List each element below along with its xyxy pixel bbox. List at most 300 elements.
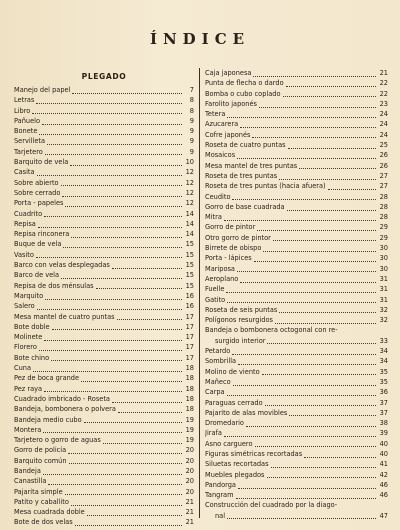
entry-title: Tarjetero — [14, 147, 43, 156]
dot-leader — [32, 107, 182, 114]
index-entry — [205, 233, 388, 243]
dot-leader — [45, 148, 182, 155]
entry-page-number: 19 — [185, 415, 194, 424]
index-entry — [14, 281, 194, 291]
dot-leader — [262, 368, 376, 375]
entry-title: Tarjetero o gorro de aguas — [14, 436, 101, 445]
entry-page-number: 47 — [379, 511, 388, 520]
entry-title: Marquito — [14, 291, 44, 300]
index-entry — [205, 99, 388, 109]
entry-title: Bandeja o bombonera octogonal con re- — [205, 326, 338, 335]
entry-title: Mitra — [205, 213, 222, 222]
dot-leader — [36, 97, 182, 104]
dot-leader — [103, 437, 182, 444]
entry-page-number: 15 — [185, 281, 194, 290]
entry-title: Gorro de base cuadrada — [205, 202, 285, 211]
dot-leader — [112, 396, 182, 403]
index-entry — [205, 264, 388, 274]
entry-title: Muebles plegados — [205, 470, 265, 479]
index-entry — [205, 181, 388, 191]
index-entry — [205, 78, 388, 88]
dot-leader — [232, 193, 376, 200]
entry-page-number: 21 — [185, 508, 194, 517]
entry-page-number: 15 — [185, 250, 194, 259]
entry-page-number: 14 — [185, 219, 194, 228]
entry-page-number: 18 — [185, 405, 194, 414]
dot-leader — [226, 286, 376, 293]
entry-title: Bomba o cubo coplado — [205, 89, 281, 98]
index-entry — [14, 435, 194, 445]
left-column — [14, 68, 194, 528]
entry-title: Siluetas recortadas — [205, 460, 269, 469]
entry-page-number: 31 — [379, 274, 388, 283]
entry-title: Jirafa — [205, 429, 222, 438]
entry-title: Pajarita simple — [14, 487, 63, 496]
dot-leader — [71, 499, 182, 506]
entry-page-number: 40 — [379, 439, 388, 448]
index-entry — [205, 212, 388, 222]
index-entry — [14, 291, 194, 301]
dot-leader — [257, 224, 376, 231]
index-entry — [205, 428, 388, 438]
index-entry — [14, 394, 194, 404]
index-entry — [205, 418, 388, 428]
index-entry — [14, 332, 194, 342]
entry-page-number: 37 — [379, 408, 388, 417]
entry-title: Montera — [14, 425, 42, 434]
entry-page-number: 9 — [189, 147, 194, 156]
entry-page-number: 23 — [379, 99, 388, 108]
index-entry — [205, 398, 388, 408]
entry-title: Salero — [14, 302, 35, 311]
entry-page-number: 46 — [379, 491, 388, 500]
dot-leader — [224, 214, 376, 221]
dot-leader — [271, 461, 376, 468]
index-entry — [14, 106, 194, 116]
dot-leader — [51, 354, 182, 361]
entry-title: Repisa rinconera — [14, 230, 70, 239]
dot-leader — [68, 447, 182, 454]
dot-leader — [232, 348, 376, 355]
entry-page-number: 20 — [185, 456, 194, 465]
entry-title: Porta - lápices — [205, 254, 252, 263]
dot-leader — [238, 482, 376, 489]
entry-page-number: 21 — [185, 518, 194, 527]
entry-title: Pañuelo — [14, 116, 41, 125]
index-entry — [14, 198, 194, 208]
entry-title: Bandeja, bombonera o polvera — [14, 405, 116, 414]
entry-title: nal — [215, 511, 226, 520]
entry-title: Fuelle — [205, 285, 225, 294]
entry-title: Gorro de policía — [14, 446, 67, 455]
index-entry — [205, 202, 388, 212]
entry-title: Birrete de obispo — [205, 244, 262, 253]
entry-title: Florero — [14, 343, 37, 352]
index-entry — [14, 95, 194, 105]
entry-title: Barquito de vela — [14, 158, 69, 167]
entry-title: Cuadrito — [14, 209, 43, 218]
entry-page-number: 41 — [379, 460, 388, 469]
dot-leader — [62, 190, 182, 197]
index-entry — [14, 476, 194, 486]
index-entry — [14, 507, 194, 517]
column-divider — [199, 68, 200, 518]
dot-leader — [96, 282, 182, 289]
left-entry-list — [14, 85, 194, 528]
entry-page-number: 30 — [379, 244, 388, 253]
entry-title: Buque de vela — [14, 240, 62, 249]
entry-page-number: 7 — [189, 86, 194, 94]
entry-title: Sombrilla — [205, 357, 237, 366]
dot-leader — [279, 306, 376, 313]
entry-page-number: 22 — [379, 89, 388, 98]
entry-title: Patito y caballito — [14, 497, 69, 506]
entry-page-number: 34 — [379, 357, 388, 366]
entry-page-number: 36 — [379, 388, 388, 397]
entry-title: Bote doble — [14, 322, 50, 331]
dot-leader — [36, 251, 182, 258]
entry-page-number: 26 — [379, 161, 388, 170]
entry-page-number: 18 — [185, 374, 194, 383]
index-entry — [205, 150, 388, 160]
dot-leader — [252, 131, 376, 138]
dot-leader — [44, 210, 182, 217]
entry-page-number: 21 — [185, 497, 194, 506]
dot-leader — [273, 234, 376, 241]
entry-title: Servilleta — [14, 137, 46, 146]
entry-page-number: 25 — [379, 141, 388, 150]
entry-title: surgido interior — [215, 336, 266, 345]
entry-title: Bote chino — [14, 353, 50, 362]
entry-title: Mosaicos — [205, 151, 236, 160]
dot-leader — [45, 293, 182, 300]
entry-page-number: 9 — [189, 137, 194, 146]
index-entry — [14, 466, 194, 476]
dot-leader — [63, 241, 182, 248]
dot-leader — [112, 262, 182, 269]
entry-title: Letras — [14, 96, 35, 105]
entry-page-number: 12 — [185, 168, 194, 177]
index-entry — [14, 342, 194, 352]
dot-leader — [39, 344, 182, 351]
entry-page-number: 17 — [185, 343, 194, 352]
dot-leader — [43, 426, 182, 433]
entry-page-number: 16 — [185, 291, 194, 300]
dot-leader — [87, 509, 182, 516]
entry-title: Vasito — [14, 250, 34, 259]
index-entry — [205, 161, 388, 171]
entry-page-number: 19 — [185, 436, 194, 445]
dot-leader — [37, 169, 182, 176]
dot-leader — [227, 296, 376, 303]
entry-title: Sobre abierto — [14, 178, 59, 187]
entry-title: Roseta de seis puntas — [205, 305, 278, 314]
index-entry — [205, 130, 388, 140]
entry-title: Gatito — [205, 295, 226, 304]
index-entry — [205, 480, 388, 490]
dot-leader — [47, 138, 182, 145]
index-entry — [14, 415, 194, 425]
entry-title: Tangram — [205, 491, 234, 500]
index-entry — [205, 377, 388, 387]
dot-leader — [118, 406, 182, 413]
dot-leader — [69, 457, 182, 464]
entry-page-number: 39 — [379, 429, 388, 438]
entry-title: Otro gorro de pintor — [205, 233, 271, 242]
index-entry — [14, 497, 194, 507]
entry-title: Bote de dos velas — [14, 518, 73, 527]
dot-leader — [265, 399, 376, 406]
entry-page-number: 24 — [379, 110, 388, 119]
entry-title: Pez de boca grande — [14, 374, 80, 383]
entry-page-number: 27 — [379, 171, 388, 180]
entry-page-number: 27 — [379, 182, 388, 191]
dot-leader — [65, 488, 182, 495]
entry-page-number: 14 — [185, 209, 194, 218]
dot-leader — [48, 478, 182, 485]
entry-page-number: 28 — [379, 213, 388, 222]
index-entry — [205, 387, 388, 397]
index-entry — [205, 356, 388, 366]
index-entry — [14, 301, 194, 311]
entry-title: Sobre cerrado — [14, 188, 61, 197]
dot-leader — [224, 430, 376, 437]
dot-leader — [288, 142, 376, 149]
dot-leader — [70, 159, 182, 166]
index-entry — [14, 188, 194, 198]
index-entry — [205, 305, 388, 315]
entry-title: Manejo del papel — [14, 86, 71, 94]
entry-page-number: 28 — [379, 202, 388, 211]
entry-page-number: 8 — [189, 96, 194, 105]
entry-page-number: 17 — [185, 333, 194, 342]
entry-page-number: 15 — [185, 271, 194, 280]
index-entry — [14, 373, 194, 383]
entry-page-number: 20 — [185, 477, 194, 486]
entry-title: Canastilla — [14, 477, 47, 486]
entry-page-number: 20 — [185, 466, 194, 475]
entry-title: Libro — [14, 106, 31, 115]
index-entry — [14, 157, 194, 167]
dot-leader — [259, 101, 376, 108]
entry-page-number: 40 — [379, 449, 388, 458]
index-entry — [14, 167, 194, 177]
index-entry — [14, 384, 194, 394]
entry-page-number: 12 — [185, 199, 194, 208]
dot-leader — [44, 385, 182, 392]
entry-title: Figuras simétricas recortadas — [205, 449, 303, 458]
index-entry — [205, 295, 388, 305]
entry-page-number: 30 — [379, 254, 388, 263]
index-entry — [205, 284, 388, 294]
entry-page-number: 20 — [185, 446, 194, 455]
index-entry — [14, 229, 194, 239]
entry-title: Roseta de tres puntas — [205, 171, 278, 180]
index-entry — [14, 85, 194, 95]
entry-page-number: 34 — [379, 347, 388, 356]
page-title: ÍNDICE — [149, 30, 251, 48]
entry-title: Dromedario — [205, 419, 244, 428]
index-entry — [14, 126, 194, 136]
dot-leader — [255, 440, 376, 447]
index-entry — [14, 445, 194, 455]
entry-title: Caja japonesa — [205, 69, 252, 77]
right-column — [205, 68, 388, 521]
dot-leader — [37, 303, 182, 310]
dot-leader — [52, 323, 182, 330]
index-entry — [205, 500, 388, 510]
entry-page-number: 37 — [379, 398, 388, 407]
entry-page-number: 16 — [185, 302, 194, 311]
dot-leader — [328, 183, 376, 190]
dot-leader — [39, 128, 182, 135]
dot-leader — [61, 272, 182, 279]
entry-page-number: 31 — [379, 285, 388, 294]
index-entry — [14, 219, 194, 229]
entry-title: Repisa de dos ménsulas — [14, 281, 94, 290]
entry-page-number: 31 — [379, 295, 388, 304]
dot-leader — [253, 70, 376, 77]
index-entry — [14, 270, 194, 280]
entry-page-number: 38 — [379, 419, 388, 428]
dot-leader — [65, 200, 182, 207]
index-entry — [205, 439, 388, 449]
dot-leader — [227, 512, 376, 519]
index-entry — [205, 325, 388, 335]
dot-leader — [289, 409, 376, 416]
dot-leader — [238, 358, 376, 365]
index-entry — [14, 517, 194, 527]
entry-page-number: 17 — [185, 353, 194, 362]
dot-leader — [304, 451, 376, 458]
dot-leader — [267, 471, 377, 478]
entry-page-number: 30 — [379, 264, 388, 273]
dot-leader — [240, 276, 376, 283]
index-entry — [14, 322, 194, 332]
entry-page-number: 12 — [185, 188, 194, 197]
entry-title: Azucarera — [205, 120, 239, 129]
dot-leader — [275, 317, 376, 324]
entry-page-number: 15 — [185, 240, 194, 249]
dot-leader — [279, 173, 376, 180]
index-entry — [205, 119, 388, 129]
entry-title: Roseta de tres puntas (hacia afuera) — [205, 182, 326, 191]
dot-leader — [233, 379, 376, 386]
index-entry — [14, 456, 194, 466]
dot-leader — [237, 152, 376, 159]
entry-title: Cuadrado imbricado - Roseta — [14, 394, 110, 403]
dot-leader — [237, 265, 376, 272]
entry-page-number: 20 — [185, 487, 194, 496]
dot-leader — [263, 245, 376, 252]
entry-page-number: 29 — [379, 223, 388, 232]
index-entry — [205, 274, 388, 284]
index-entry — [14, 260, 194, 270]
index-entry — [14, 116, 194, 126]
index-entry — [205, 68, 388, 78]
entry-title: Pandorga — [205, 480, 236, 489]
dot-leader — [75, 519, 182, 526]
dot-leader — [287, 204, 376, 211]
index-entry — [205, 89, 388, 99]
entry-title: Barquito común — [14, 456, 67, 465]
dot-leader — [267, 337, 376, 344]
dot-leader — [38, 221, 182, 228]
dot-leader — [236, 492, 376, 499]
index-entry — [14, 363, 194, 373]
entry-title: Casita — [14, 168, 35, 177]
index-entry — [14, 487, 194, 497]
entry-title: Gorro de pintor — [205, 223, 256, 232]
entry-title: Ceudito — [205, 192, 231, 201]
entry-title: Pajarito de alas movibles — [205, 408, 288, 417]
entry-title: Aeroplano — [205, 274, 239, 283]
dot-leader — [44, 334, 182, 341]
entry-title: Molinete — [14, 333, 43, 342]
dot-leader — [81, 375, 182, 382]
entry-title: Construcción del cuadrado por la diago- — [205, 501, 338, 510]
index-entry — [14, 425, 194, 435]
index-entry — [205, 459, 388, 469]
entry-title: Petardo — [205, 347, 231, 356]
entry-title: Molino de viento — [205, 367, 260, 376]
entry-title: Cofre japonés — [205, 130, 251, 139]
entry-title: Repisa — [14, 219, 36, 228]
entry-title: Porta - papeles — [14, 199, 64, 208]
index-entry — [205, 470, 388, 480]
index-entry — [14, 404, 194, 414]
index-entry — [205, 408, 388, 418]
entry-page-number: 17 — [185, 322, 194, 331]
entry-page-number: 10 — [185, 158, 194, 167]
index-entry — [205, 511, 388, 521]
entry-page-number: 18 — [185, 364, 194, 373]
entry-title: Bonete — [14, 127, 38, 136]
entry-title: Mariposa — [205, 264, 235, 273]
dot-leader — [246, 420, 376, 427]
entry-title: Farolito japonés — [205, 99, 257, 108]
index-entry — [205, 315, 388, 325]
index-entry — [205, 140, 388, 150]
entry-page-number: 35 — [379, 367, 388, 376]
dot-leader — [43, 468, 182, 475]
dot-leader — [72, 87, 182, 94]
entry-title: Bandeja medio cubo — [14, 415, 82, 424]
entry-page-number: 12 — [185, 178, 194, 187]
index-entry — [205, 490, 388, 500]
entry-page-number: 17 — [185, 312, 194, 321]
index-entry — [205, 449, 388, 459]
dot-leader — [71, 231, 182, 238]
entry-title: Carpa — [205, 388, 225, 397]
index-entry — [14, 136, 194, 146]
entry-page-number: 32 — [379, 305, 388, 314]
entry-page-number: 35 — [379, 377, 388, 386]
entry-page-number: 14 — [185, 230, 194, 239]
dot-leader — [283, 90, 377, 97]
index-entry — [205, 109, 388, 119]
entry-page-number: 24 — [379, 120, 388, 129]
entry-page-number: 9 — [189, 127, 194, 136]
entry-title: Cuna — [14, 364, 32, 373]
entry-title: Barco de vela — [14, 271, 60, 280]
dot-leader — [42, 118, 182, 125]
index-entry — [14, 250, 194, 260]
entry-page-number: 9 — [189, 116, 194, 125]
entry-page-number: 21 — [379, 69, 388, 77]
dot-leader — [227, 389, 376, 396]
index-entry — [205, 367, 388, 377]
